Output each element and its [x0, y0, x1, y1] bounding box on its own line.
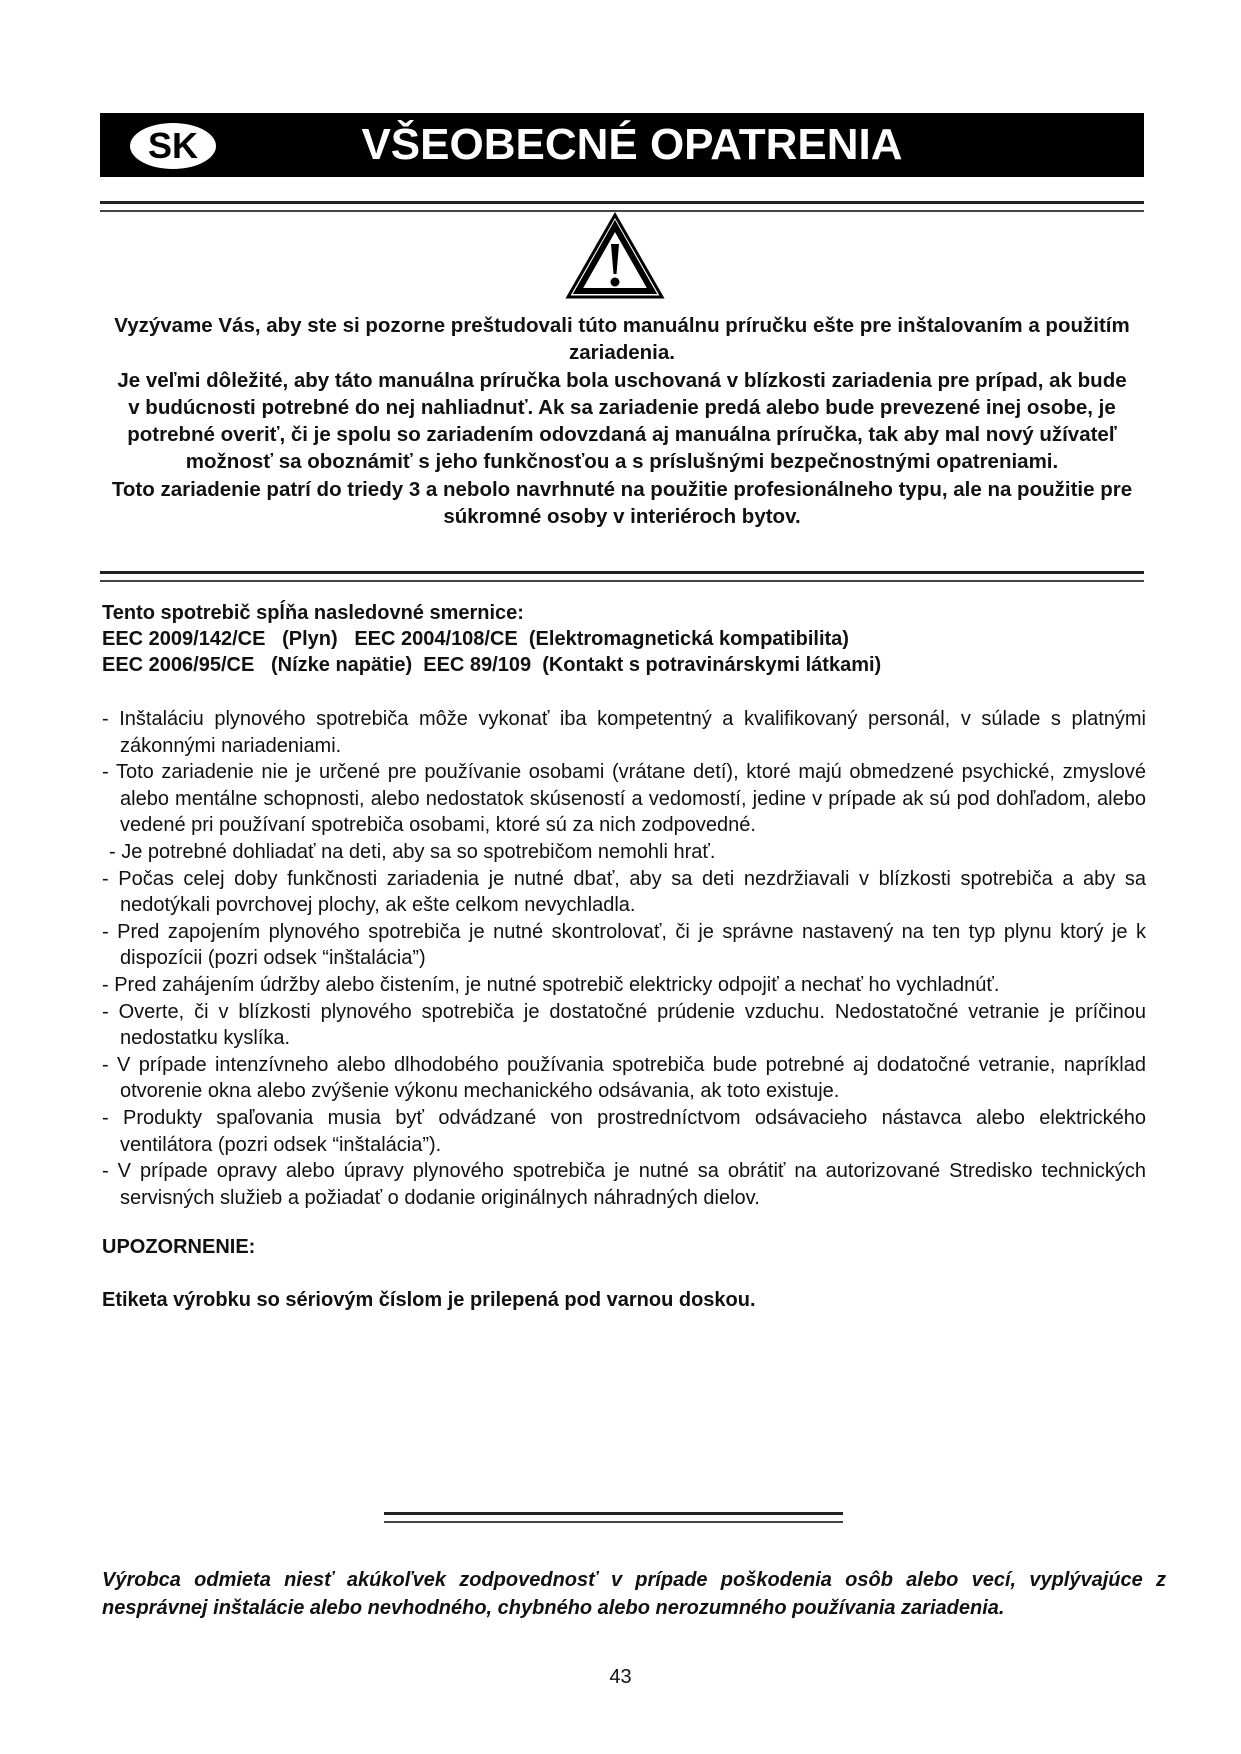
intro-paragraph: Je veľmi dôležité, aby táto manuálna príručka bola uschovaná v blízkosti zariadenia pre prípad, ak bude v budúcnosti potrebné do nej nahliadnuť. Ak sa zariadenie predá alebo bude prevezené inej osobe, je potrebné overiť, či je spolu so zariadením odovzdaná aj manuálna príručka, tak aby mal nový užívateľ možnosť sa oboznámiť s jeho funkčnosťou a s príslušnými bezpečnostnými opatreniami.: [117, 368, 1127, 474]
notice-heading: UPOZORNENIE:: [102, 1236, 256, 1258]
language-badge: SK: [130, 123, 216, 169]
divider: [100, 571, 1144, 582]
notice-text: Etiketa výrobku so sériovým číslom je prilepená pod varnou doskou.: [102, 1289, 756, 1311]
list-item: - Počas celej doby funkčnosti zariadenia je nutné dbať, aby sa deti nezdržiavali v blízkosti spotrebiča a aby sa nedotýkali povrchovej plochy, ak ešte celkom nevychladla.: [102, 867, 1146, 917]
list-item: - Je potrebné dohliadať na deti, aby sa so spotrebičom nemohli hrať.: [109, 840, 716, 863]
list-item: - Pred zahájením údržby alebo čistením, je nutné spotrebič elektricky odpojiť a nechať ho vychladnúť.: [102, 973, 1000, 996]
directives-heading: Tento spotrebič spĺňa nasledovné smernice:: [102, 602, 524, 624]
list-item: - Produkty spaľovania musia byť odvádzané von prostredníctvom odsávacieho nástavca alebo elektrického ventilátora (pozri odsek “inštalácia”).: [102, 1106, 1146, 1156]
directive-line: EEC 2009/142/CE (Plyn) EEC 2004/108/CE (Elektromagnetická kompatibilita): [102, 628, 849, 650]
intro-paragraph: Toto zariadenie patrí do triedy 3 a nebolo navrhnuté na použitie profesionálneho typu, ale na použitie pre súkromné osoby v interiéroch bytov.: [111, 477, 1133, 529]
divider: [100, 201, 1144, 212]
divider: [384, 1512, 843, 1523]
disclaimer: Výrobca odmieta niesť akúkoľvek zodpovednosť v prípade poškodenia osôb alebo vecí, vyplývajúce z nesprávnej inštalácie alebo nevhodného, chybného alebo nerozumného používania zariadenia.: [102, 1569, 1166, 1619]
page-number: 43: [609, 1666, 632, 1688]
list-item: - V prípade intenzívneho alebo dlhodobého používania spotrebiča bude potrebné aj dodatočné vetranie, napríklad otvorenie okna alebo zvýšenie výkonu mechanického odsávania, ak toto existuje.: [102, 1053, 1146, 1103]
intro-paragraph: Vyzývame Vás, aby ste si pozorne preštudovali túto manuálnu príručku ešte pre inštalovaním a použitím zariadenia.: [114, 314, 1130, 365]
list-item: - Inštaláciu plynového spotrebiča môže vykonať iba kompetentný a kvalifikovaný personál, v súlade s platnými zákonnými nariadeniami.: [102, 708, 1146, 757]
list-item: - Overte, či v blízkosti plynového spotrebiča je dostatočné prúdenie vzduchu. Nedostatočné vetranie je príčinou nedostatku kyslíka.: [102, 1000, 1146, 1050]
list-item: - Pred zapojením plynového spotrebiča je nutné skontrolovať, či je správne nastavený na ten typ plynu ktorý je k dispozícii (pozri odsek “inštalácia”): [102, 920, 1146, 970]
list-item: - V prípade opravy alebo úpravy plynového spotrebiča je nutné sa obrátiť na autorizované Stredisko technických servisných služieb a požiadať o dodanie originálnych náhradných dielov.: [102, 1160, 1146, 1209]
section-header: [100, 113, 1144, 177]
list-item: - Toto zariadenie nie je určené pre používanie osobami (vrátane detí), ktoré majú obmedzené psychické, zmyslové alebo mentálne schopnosti, alebo nedostatok skúseností a vedomostí, jedine v prípade ak sú pod dohľadom, alebo vedené pri používaní spotrebiča osobami, ktoré sú za nich zodpovedné.: [102, 761, 1146, 837]
directives: [102, 600, 1146, 678]
safety-list: [102, 706, 1146, 1211]
directive-line: EEC 2006/95/CE (Nízke napätie) EEC 89/109 (Kontakt s potravinárskymi látkami): [102, 654, 882, 676]
page-title: VŠEOBECNÉ OPATRENIA: [361, 120, 903, 169]
warning-triangle-icon: [565, 212, 665, 300]
intro-text: [110, 312, 1134, 530]
